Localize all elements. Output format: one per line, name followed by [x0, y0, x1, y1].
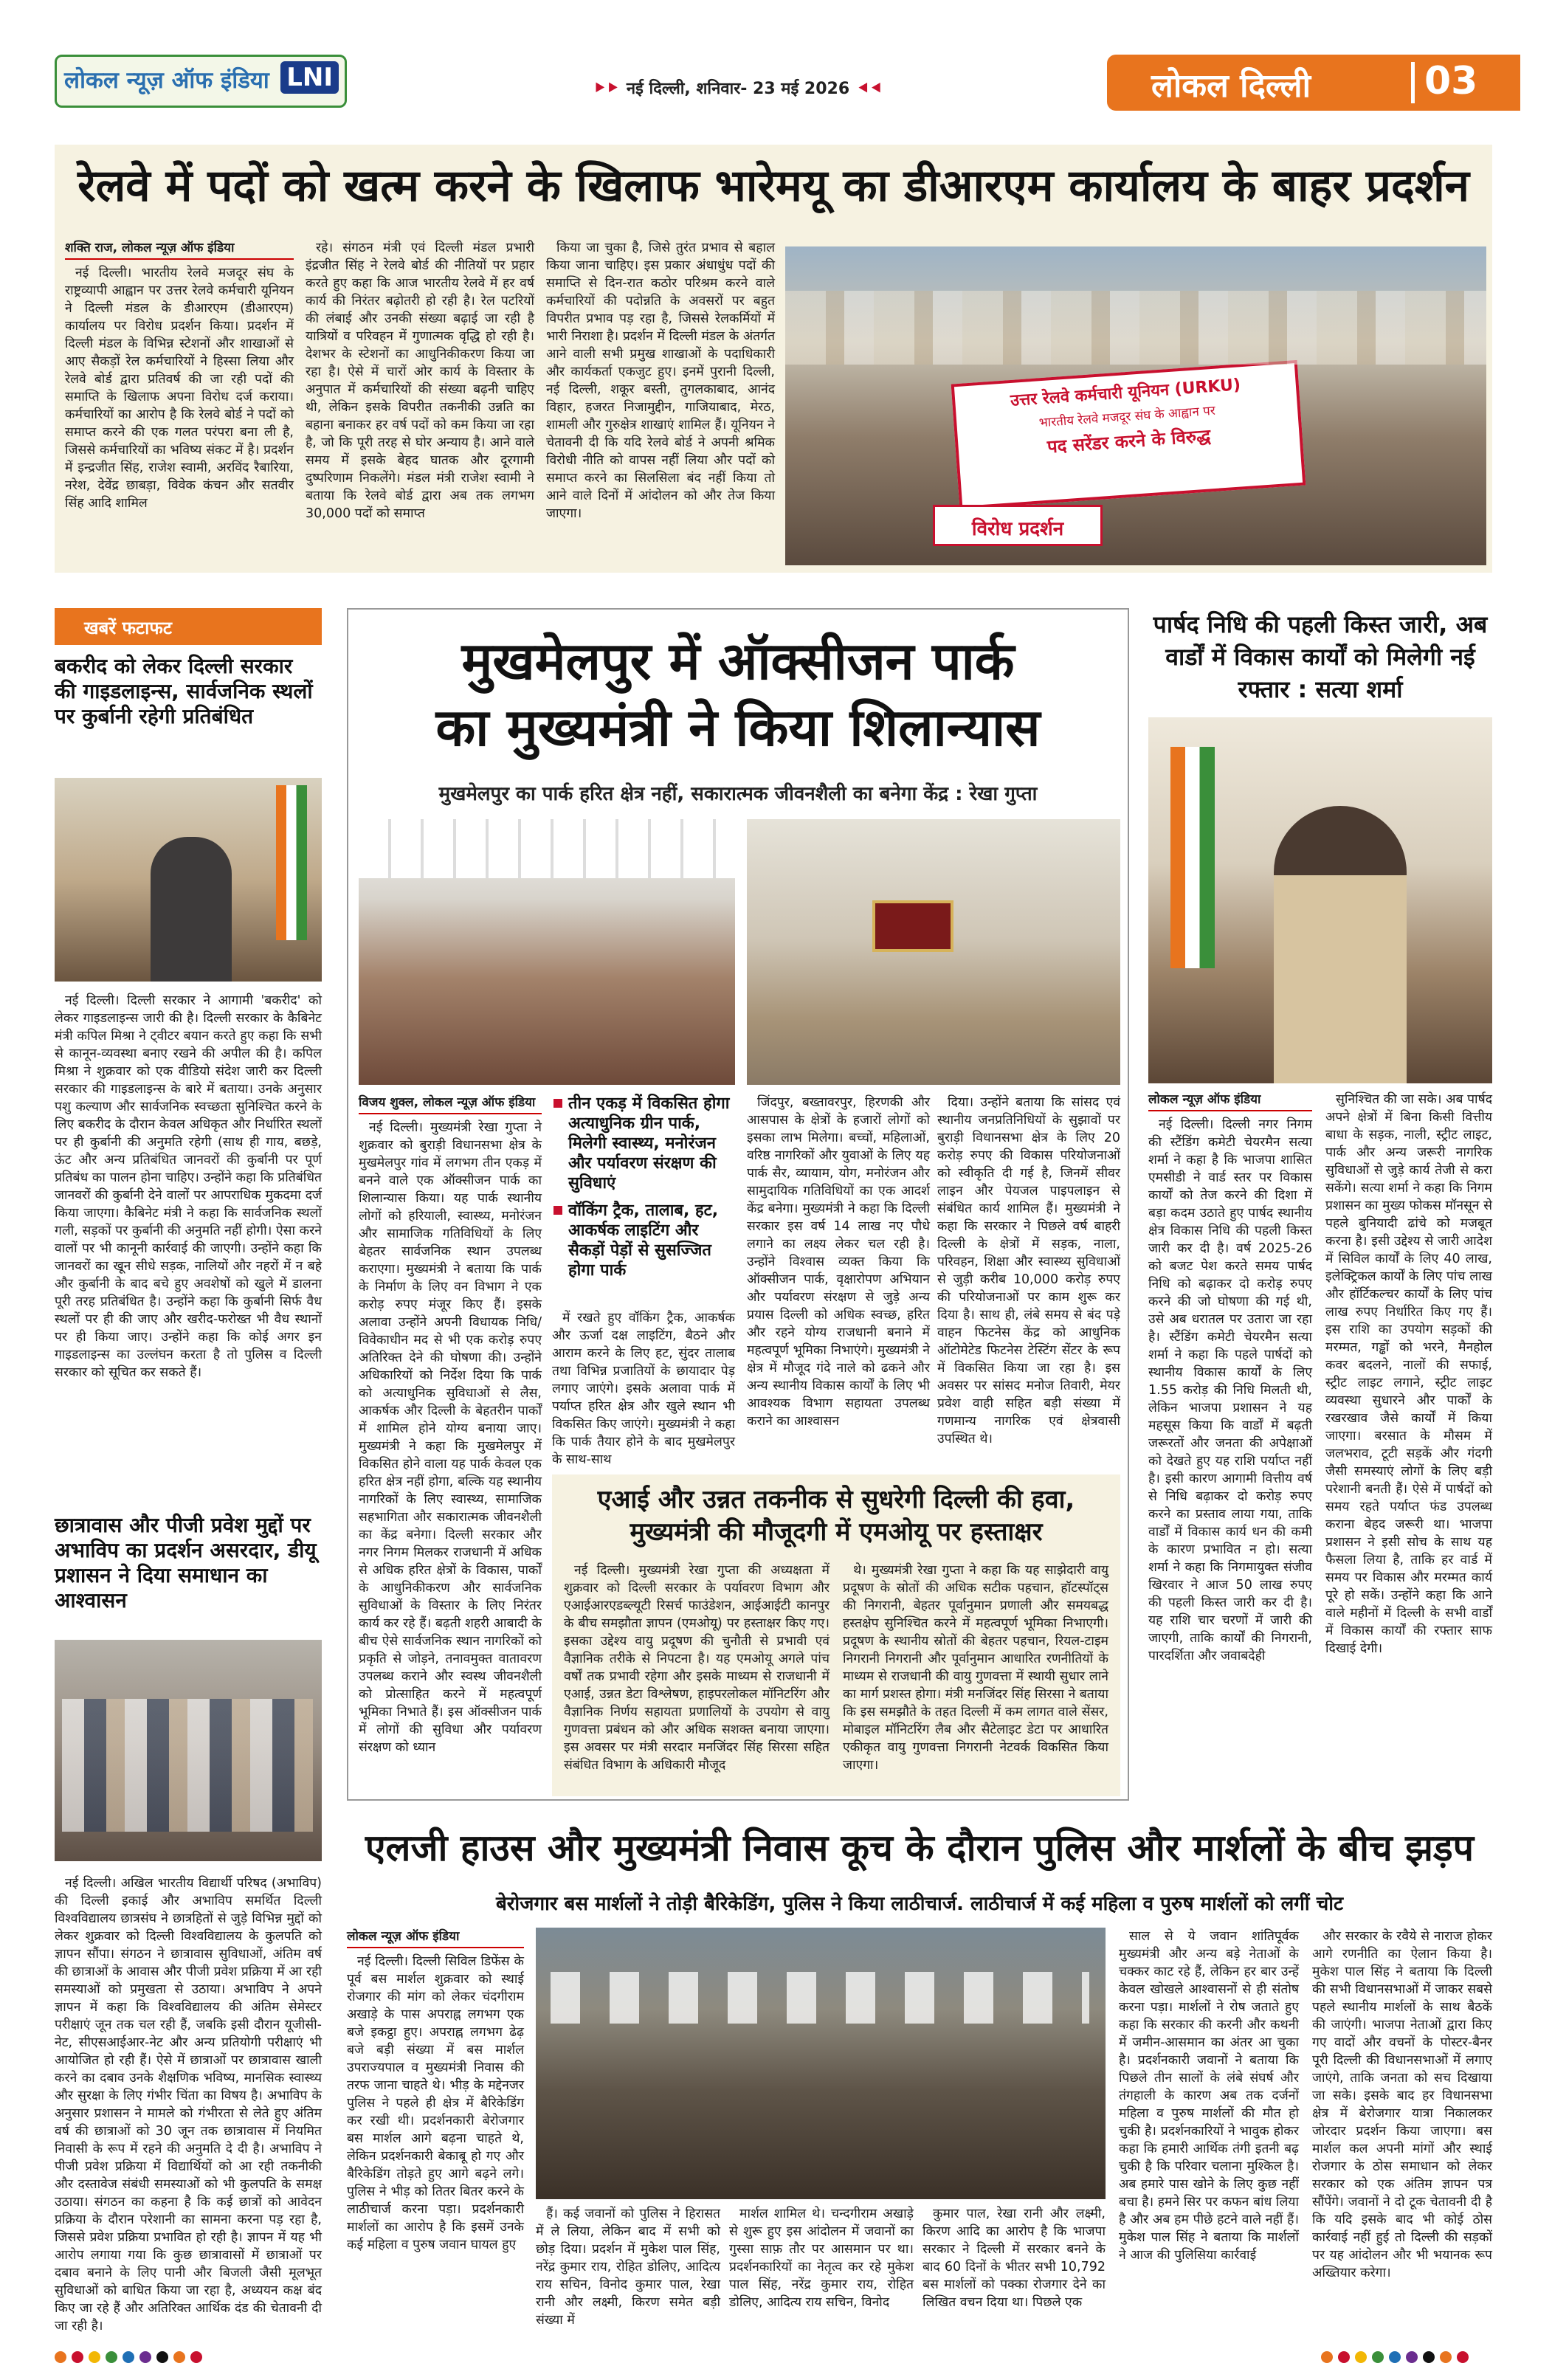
lead-col-1: शक्ति राज, लोकल न्यूज़ ऑफ इंडिया नई दिल्ली। भारतीय रेलवे मजदूर संघ के राष्ट्रव्यापी आह्वान पर उत्तर रेलवे कर्मचारी यूनियन ने दिल्ली मंडल के डीआरएम (डीआरएम) कार्यालय पर विरोध प्रदर्शन किया। प्रदर्शन में दिल्ली मंडल के विभिन्न स्टेशनों और शाखाओं से आए सैकड़ों रेल कर्मचारियों ने हिस्सा लिया और रेलवे बोर्ड द्वारा प्रतिवर्ष की जा रही पदों की समाप्ति के खिलाफ अपना विरोध दर्ज कराया। कर्मचारियों का आरोप है कि रेलवे बोर्ड ने पदों को समाप्त करने की एक गलत परंपरा बना ली है, जिससे कर्मचारियों का भविष्य संकट में है। प्रदर्शन में इन्द्रजीत सिंह, राजेश स्वामी, अरविंद रैबारिया, नरेश, देवेंद्र छाबड़ा, विवेक कंचन और सतवीर सिंह आदि शामिल	[65, 241, 294, 511]
person	[151, 837, 232, 982]
councillor-headline: पार्षद निधि की पहली किस्त जारी, अब वार्डों में विकास कार्यों को मिलेगी नई रफ्तार : सत्या शर्मा	[1153, 610, 1488, 703]
color-dot	[1389, 2351, 1401, 2363]
oxygen-bullets	[552, 1094, 735, 1300]
ai-story	[552, 1474, 1120, 1796]
story1-headline: बकरीद को लेकर दिल्ली सरकार की गाइडलाइन्स, सार्वजनिक स्थलों पर कुर्बानी रहेगी प्रतिबंधित	[55, 654, 313, 728]
oxygen-col-2: में रखते हुए वॉकिंग ट्रैक, आकर्षक और ऊर्जा दक्ष लाइटिंग, बैठने और आराम करने के लिए हट, सुंदर तालाब तथा विभिन्न प्रजातियों के छायादार पेड़ लगाए जाएंगे। इसके अलावा पार्क में पर्याप्त हरित क्षेत्र और खुले स्थान भी विकसित किए जाएंगे। मुख्यमंत्री ने कहा कि पार्क तैयार होने के बाद मुखमेलपुर के साथ-साथ	[552, 1311, 735, 1467]
arrow-left-icon: ⯇⯇	[857, 80, 883, 98]
ai-col-2: थे। मुख्यमंत्री रेखा गुप्ता ने कहा कि यह साझेदारी वायु प्रदूषण के स्रोतों की अधिक सटीक पहचान, हॉटस्पॉट्स की निगरानी, बेहतर पूर्वानुमान प्रणाली और समयबद्ध हस्तक्षेप सुनिश्चित करने में महत्वपूर्ण भूमिका निभाएगी। प्रदूषण के स्थानीय स्रोतों की बेहतर पहचान, रियल-टाइम निगरानी निगरानी और पूर्वानुमान आधारित रणनीतियों के माध्यम से राजधानी की वायु गुणवत्ता में स्थायी सुधार लाने का मार्ग प्रशस्त होगा। मंत्री मनजिंदर सिंह सिरसा ने बताया कि इस समझौते के तहत दिल्ली में कम लागत वाले सेंसर, मोबाइल मॉनिटरिंग लैब और सैटेलाइट डेटा पर आधारित एकीकृत वायु गुणवत्ता निगरानी नेटवर्क विकसित किया जाएगा।	[843, 1563, 1108, 1773]
color-dot	[156, 2351, 168, 2363]
color-dot	[1457, 2351, 1469, 2363]
banner-2: विरोध प्रदर्शन	[933, 505, 1103, 546]
color-dot	[1355, 2351, 1367, 2363]
bullet-1: तीन एकड़ में विकसित होगा अत्याधुनिक ग्रीन पार्क, मिलेगी स्वास्थ्य, मनोरंजन और पर्यावरण संरक्षण की सुविधाएं	[552, 1094, 735, 1193]
placards	[551, 1972, 1089, 2024]
color-dot	[1338, 2351, 1350, 2363]
section-tab	[1107, 55, 1520, 111]
lg-col-1: लोकल न्यूज़ ऑफ इंडिया नई दिल्ली। दिल्ली सिविल डिफेंस के पूर्व बस मार्शल शुक्रवार को स्थाई रोजगार की मांग को लेकर चंदगीराम अखाड़े के पास अपराह्न लगभग एक बजे इकट्ठा हुए। अपराह्न लगभग ढेढ़ बजे बड़ी संख्या में बस मार्शल उपराज्यपाल व मुख्यमंत्री निवास की तरफ जाना चाहते थे। भीड़ के मद्देनजर पुलिस ने पहले ही क्षेत्र में बैरिकेडिंग कर रखी थी। प्रदर्शनकारी बेरोजगार बस मार्शल आगे बढ़ना चाहते थे, लेकिन प्रदर्शनकारी बेकाबू हो गए और बैरिकेडिंग तोड़ते हुए आगे बढ़ने लगे। पुलिस ने भीड़ को तितर बितर करने के लाठीचार्ज करना पड़ा। प्रदर्शनकारी मार्शलों का आरोप है कि इसमें उनके कई महिला व पुरुष जवान घायल हुए	[347, 1929, 524, 2252]
lg-headline: एलजी हाउस और मुख्यमंत्री निवास कूच के दौरान पुलिस और मार्शलों के बीच झड़प	[365, 1827, 1475, 1869]
color-dot	[1440, 2351, 1452, 2363]
color-dot	[190, 2351, 202, 2363]
ai-col-1: नई दिल्ली। मुख्यमंत्री रेखा गुप्ता की अध्यक्षता में शुक्रवार को दिल्ली सरकार के पर्यावरण विभाग और एआईआरएडब्ल्यूटी रिसर्च फाउंडेशन, आईआईटी कानपुर के बीच समझौता ज्ञापन (एमओयू) पर हस्ताक्षर किए गए। इसका उद्देश्य वायु प्रदूषण की चुनौती से प्रभावी एवं वैज्ञानिक तरीके से निपटना है। यह एमओयू अगले पांच वर्षों तक प्रभावी रहेगा और इसके माध्यम से राजधानी में एआई, उन्नत डेटा विश्लेषण, हाइपरलोकल मॉनिटरिंग और वैज्ञानिक निर्णय सहायता प्रणालियों के उपयोग से वायु गुणवत्ता प्रबंधन को और अधिक सशक्त बनाया जाएगा। इस अवसर पर मंत्री सरदार मनजिंदर सिंह सिरसा सहित संबंधित विभाग के अधिकारी मौजूद	[564, 1563, 830, 1773]
lead-col-2: रहे। संगठन मंत्री एवं दिल्ली मंडल प्रभारी इंद्रजीत सिंह ने रेलवे बोर्ड की नीतियों पर प्रहार करते हुए कहा कि आज भारतीय रेलवे में हर वर्ष कार्य की निरंतर बढ़ोतरी हो रही है। रेल पटरियों की लंबाई और उनकी संख्या बढ़ाई जा रही है यात्रियों व परिवहन में गुणात्मक वृद्धि हो रही है। देशभर के स्टेशनों का आधुनिकीकरण किया जा रहा है। ऐसे में चारों ओर कार्य के विस्तार के अनुपात में कर्मचारियों की संख्या बढ़नी चाहिए थी, लेकिन इसके विपरीत तकनीकी उन्नति का बहाना बनाकर हर वर्ष पदों को कम किया जा रहा है, जो कि पूरी तरह से घोर अन्याय है। आने वाले समय में इसके बेहद घातक और दूरगामी दुष्परिणाम निकलेंगे। मंडल मंत्री राजेश स्वामी ने बताया कि रेलवे बोर्ड द्वारा अब तक लगभग 30,000 पदों को समाप्त	[306, 241, 534, 521]
lg-col-2: हैं। कई जवानों को पुलिस ने हिरासत में ले लिया, लेकिन बाद में सभी को छोड़ दिया। प्रदर्शन में मुकेश पाल सिंह, नरेंद्र कुमार राय, रोहित डोलिए, आदित्य राय सचिन, विनोद कुमार पाल, रेखा रानी और लक्ष्मी, किरण समेत बड़ी संख्या में	[536, 2207, 720, 2328]
councillor-col-1: लोकल न्यूज़ ऑफ इंडिया नई दिल्ली। दिल्ली नगर निगम की स्टैंडिंग कमेटी चेयरमैन सत्या शर्मा ने कहा है कि भाजपा शासित एमसीडी ने वार्ड स्तर पर विकास कार्यों को तेज करने की दिशा में बड़ा कदम उठाते हुए पार्षद स्थानीय क्षेत्र विकास निधि की पहली किस्त जारी कर दी है। वर्ष 2025-26 को बजट पेश करते समय पार्षद निधि को बढ़ाकर दो करोड़ रुपए करने की जो घोषणा की गई थी, उसे अब धरातल पर उतारा जा रहा है। स्टैंडिंग कमेटी चेयरमैन सत्या शर्मा ने कहा कि पहले पार्षदों को स्थानीय विकास कार्यों के लिए 1.55 करोड़ की निधि मिलती थी, लेकिन भाजपा प्रशासन ने यह महसूस किया कि वार्डों में बढ़ती जरूरतों और जनता की अपेक्षाओं को देखते हुए यह राशि पर्याप्त नहीं है। इसी कारण आगामी वित्तीय वर्ष से निधि बढ़ाकर दो करोड़ रुपए करने का प्रस्ताव लाया गया, ताकि वार्डों में विकास कार्य धन की कमी के कारण प्रभावित न हो। सत्या शर्मा ने कहा कि निगमायुक्त संजीव खिरवार ने आज 50 लाख रुपए की पहली किस्त जारी कर दी है। यह राशि चार चरणों में जारी की जाएगी, ताकि कार्यों की निगरानी, पारदर्शिता और जवाबदेही	[1148, 1092, 1312, 1663]
oxygen-col-3: जिंदपुर, बख्तावरपुर, हिरणकी और आसपास के क्षेत्रों के हजारों लोगों को इसका लाभ मिलेगा। बच्चों, महिलाओं, वरिष्ठ नागरिकों और युवाओं के लिए यह पार्क सैर, व्यायाम, योग, मनोरंजन और सामुदायिक गतिविधियों का एक आदर्श केंद्र बनेगा। मुख्यमंत्री ने कहा कि दिल्ली सरकार इस वर्ष 14 लाख नए पौधे लगाने का लक्ष्य लेकर चल रही है। उन्होंने विश्वास व्यक्त किया कि ऑक्सीजन पार्क, वृक्षारोपण अभियान और पर्यावरण संरक्षण से जुड़े अन्य प्रयास दिल्ली को अधिक स्वच्छ, हरित और रहने योग्य राजधानी बनाने में महत्वपूर्ण भूमिका निभाएंगे। मुख्यमंत्री ने क्षेत्र में मौजूद गंदे नाले को ढकने और अन्य स्थानीय विकास कार्यों के लिए भी आवश्यक विभाग सहायता उपलब्ध कराने का आश्वासन	[747, 1095, 930, 1429]
oxygen-col-1: विजय शुक्ल, लोकल न्यूज़ ऑफ इंडिया नई दिल्ली। मुख्यमंत्री रेखा गुप्ता ने शुक्रवार को बुराड़ी विधानसभा क्षेत्र के मुखमेलपुर गांव में लगभग तीन एकड़ में बनने वाले एक ऑक्सीजन पार्क का शिलान्यास किया। यह पार्क स्थानीय लोगों को हरियाली, स्वास्थ्य, मनोरंजन और सामाजिक गतिविधियों के लिए बेहतर सार्वजनिक स्थान उपलब्ध कराएगा। मुख्यमंत्री ने बताया कि पार्क के निर्माण के लिए वन विभाग ने एक करोड़ रुपए मंजूर किए हैं। इसके अलावा उन्होंने अपनी विधायक निधि/विवेकाधीन मद से भी एक करोड़ रुपए अतिरिक्त देने की घोषणा की। उन्होंने अधिकारियों को निर्देश दिया कि पार्क को अत्याधुनिक सुविधाओं से लैस, आकर्षक और दिल्ली के बेहतरीन पार्कों में शामिल होने योग्य बनाया जाए। मुख्यमंत्री ने कहा कि मुखमेलपुर में विकसित होने वाला यह पार्क केवल एक हरित क्षेत्र नहीं होगा, बल्कि यह स्थानीय नागरिकों के लिए स्वास्थ्य, सामाजिक सहभागिता और सकारात्मक जीवनशैली का केंद्र बनेगा। दिल्ली सरकार और नगर निगम मिलकर राजधानी में अधिक से अधिक हरित क्षेत्रों के विकास, पार्कों के आधुनिकीकरण और सार्वजनिक सुविधाओं के विस्तार के लिए निरंतर कार्य कर रहे हैं। बढ़ती शहरी आबादी के बीच ऐसे सार्वजनिक स्थान नागरिकों को प्रकृति से जोड़ने, तनावमुक्त वातावरण उपलब्ध कराने और स्वस्थ जीवनशैली को प्रोत्साहित करने में महत्वपूर्ण भूमिका निभाते हैं। इस ऑक्सीजन पार्क में लोगों की सुविधा और पर्यावरण संरक्षण को ध्यान	[359, 1095, 542, 1755]
color-dot	[139, 2351, 151, 2363]
plaque	[872, 900, 953, 952]
flag	[1170, 747, 1215, 968]
color-dot	[89, 2351, 100, 2363]
lead-headline: रेलवे में पदों को खत्म करने के खिलाफ भारेमयू का डीआरएम कार्यालय के बाहर प्रदर्शन	[77, 160, 1469, 212]
color-dot	[1372, 2351, 1384, 2363]
lead-story	[55, 145, 1492, 573]
lg-col-6: और सरकार के रवैये से नाराज होकर आगे रणनीति का ऐलान किया है। मुकेश पाल सिंह ने बताया कि दिल्ली की सभी विधानसभाओं में जाकर सबसे पहले स्थानीय मार्शलों के साथ बैठकें की जाएंगी। भाजपा नेताओं द्वारा किए गए वादों और वचनों के पोस्टर-बैनर पूरी दिल्ली की विधानसभाओं में लगाए जाएंगे, ताकि जनता को सच दिखाया जा सके। इसके बाद हर विधानसभा क्षेत्र में बेरोजगार यात्रा निकालकर जोरदार प्रदर्शन किया जाएगा। बस मार्शल कल अपनी मांगों और स्थाई रोजगार के ठोस समाधान को लेकर सरकार को एक अंतिम ज्ञापन पत्र सौंपेंगे। जवानों ने दो टूक चेतावनी दी है कि यदि इसके बाद भी कोई ठोस कार्रवाई नहीं हुई तो दिल्ली की सड़कों पर यह आंदोलन और भी भयानक रूप अख्तियार करेगा।	[1312, 1929, 1492, 2280]
logo	[55, 55, 347, 108]
lg-subhead: बेरोजगार बस मार्शलों ने तोड़ी बैरिकेडिंग, पुलिस ने किया लाठीचार्ज. लाठीचार्ज में कई महिला व पुरुष मार्शलों को लगीं चोट	[495, 1893, 1344, 1915]
oxygen-subhead: मुखमेलपुर का पार्क हरित क्षेत्र नहीं, सकारात्मक जीवनशैली का बनेगा केंद्र : रेखा गुप्ता	[438, 783, 1038, 805]
color-dot	[1423, 2351, 1435, 2363]
color-dot	[1406, 2351, 1418, 2363]
oxygen-story	[347, 608, 1129, 1801]
flag	[276, 785, 307, 940]
lg-col-3: मार्शल शामिल थे। चन्दगीराम अखाड़े से शुरू हुए इस आंदोलन में जवानों का गुस्सा साफ़ तौर पर आसमान पर था। प्रदर्शनकारियों का नेतृत्व कर रहे मुकेश पाल सिंह, नरेंद्र कुमार राय, रोहित डोलिए, आदित्य राय सचिन, विनोद	[729, 2207, 914, 2310]
marshals-photo	[536, 1928, 1106, 2199]
story1-body: नई दिल्ली। दिल्ली सरकार ने आगामी 'बकरीद' को लेकर गाइडलाइन्स जारी की है। दिल्ली सरकार के कैबिनेट मंत्री कपिल मिश्रा ने ट्वीटर बयान करते हुए कहा कि सभी से कानून-व्यवस्था बनाए रखने की अपील की है। कपिल मिश्रा ने शुक्रवार को एक वीडियो संदेश जारी कर दिल्ली सरकार की गाइडलाइन्स के बारे में बताया। उनके अनुसार पशु कल्याण और सार्वजनिक स्वच्छता सुनिश्चित करने के लिए बकरीद के दौरान केवल अधिकृत और निर्धारित स्थलों पर ही कुर्बानी की अनुमति रहेगी (साथ ही गाय, बछड़े, ऊंट और अन्य प्रतिबंधित जानवरों की कुर्बानी पर पूर्ण प्रतिबंध का पालन होना चाहिए। उन्होंने कहा कि प्रतिबंधित जानवरों की कुर्बानी देने वालों पर आपराधिक मुकदमा दर्ज किया जाएगा। कैबिनेट मंत्री ने कहा कि सार्वजनिक स्थलों गली, सड़कों पर कुर्बानी की अनुमति नहीं होगी। ऐसा करने वालों पर भी कानूनी कार्रवाई की जाएगी। उन्होंने कहा कि जानवरों का खून सीधे सड़क, नालियों और नहरों में न बहे और कुर्बानी के बाद बचे हुए अवशेषों को खुले में डालना पूरी तरह प्रतिबंधित है। उन्होंने कहा कि कुर्बानी सिर्फ वैध स्थलों पर ही की जाए और खरीद-फरोख्त भी वैध स्थानों पर ही किया जाए। उन्होंने कहा कि कोई अगर इन गाइडलाइन्स का उल्लंघन करता है तो पुलिस व दिल्ली सरकार को सूचित कर सकते हैं।	[55, 993, 322, 1380]
color-dot	[72, 2351, 83, 2363]
bullet-2: वॉकिंग ट्रैक, तालाब, हट, आकर्षक लाइटिंग और सैकड़ों पेड़ों से सुसज्जित होगा पार्क	[552, 1201, 735, 1280]
park-photo-2	[747, 819, 1120, 1085]
logo-badge: LNI	[280, 61, 339, 94]
oxygen-byline: विजय शुक्ल, लोकल न्यूज़ ऑफ इंडिया	[359, 1094, 542, 1114]
color-dot	[123, 2351, 134, 2363]
lead-col-3: किया जा चुका है, जिसे तुरंत प्रभाव से बहाल किया जाना चाहिए। इस प्रकार अंधाधुंध पदों की समाप्ति से दिन-रात कठोर परिश्रम करने वाले कर्मचारियों की पदोन्नति के अवसरों पर बहुत विपरीत प्रभाव पड़ रहा है, जिससे रेलकर्मियों में भारी निराशा है। प्रदर्शन में दिल्ली मंडल के अंतर्गत आने वाली सभी प्रमुख शाखाओं के पदाधिकारी और कार्यकर्ता एकजुट हुए। इनमें पुरानी दिल्ली, नई दिल्ली, शकूर बस्ती, तुगलकाबाद, आनंद विहार, हजरत निजामुद्दीन, गाजियाबाद, मेरठ, शामली और गुरुक्षेत्र शाखाएं शामिल हैं। यूनियन ने चेतावनी दी कि यदि रेलवे बोर्ड ने अपनी श्रमिक विरोधी नीति को वापस नहीं लिया और पदों को समाप्त करने का सिलसिला बंद नहीं किया तो आने वाले दिनों में आंदोलन को और तेज किया जाएगा।	[546, 241, 775, 521]
lg-col-5: साल से ये जवान शांतिपूर्वक मुख्यमंत्री और अन्य बड़े नेताओं के चक्कर काट रहे हैं, लेकिन हर बार उन्हें केवल खोखले आश्वासनों से ही संतोष करना पड़ा। मार्शलों ने रोष जताते हुए कहा कि सरकार की करनी और कथनी में जमीन-आसमान का अंतर आ चुका है। प्रदर्शनकारी जवानों ने बताया कि पिछले तीन सालों के लंबे संघर्ष और तंगहाली के कारण अब तक दर्जनों महिला व पुरुष मार्शलों की मौत हो चुकी है। प्रदर्शनकारियों ने भावुक होकर कहा कि हमारी आर्थिक तंगी इतनी बढ़ चुकी है कि परिवार चलाना मुश्किल है। अब हमारे पास खोने के लिए कुछ नहीं बचा है। हमने सिर पर कफन बांध लिया है और अब हम पीछे हटने वाले नहीं हैं। मुकेश पाल सिंह ने बताया कि मार्शलों ने आज की पुलिसिया कार्रवाई	[1119, 1929, 1299, 2263]
section-title: लोकल दिल्ली	[1151, 67, 1311, 105]
arrow-right-icon: ⯈⯈	[593, 80, 619, 98]
people-row	[62, 1699, 313, 1832]
councillor-byline: लोकल न्यूज़ ऑफ इंडिया	[1148, 1091, 1312, 1111]
lead-byline: शक्ति राज, लोकल न्यूज़ ऑफ इंडिया	[65, 239, 294, 260]
page-number: 03	[1424, 59, 1478, 103]
lg-byline: लोकल न्यूज़ ऑफ इंडिया	[347, 1928, 524, 1948]
banner	[951, 360, 1306, 509]
story2-headline: छात्रावास और पीजी प्रवेश मुद्दों पर अभाविप का प्रदर्शन असरदार, डीयू प्रशासन ने दिया समाधान का आश्वासन	[55, 1513, 317, 1612]
color-dot	[173, 2351, 185, 2363]
oxygen-col-4: दिया। उन्होंने बताया कि सांसद एवं स्थानीय जनप्रतिनिधियों के सुझावों पर बुराड़ी विधानसभा क्षेत्र के लिए 20 करोड़ रुपए की विकास परियोजनाओं को स्वीकृति दी गई है, जिनमें सीवर लाइन और पेयजल पाइपलाइन से संबंधित कार्य शामिल हैं। मुख्यमंत्री ने कहा कि सरकार ने पिछले वर्ष बाहरी दिल्ली के क्षेत्रों में सड़क, नाला, परिवहन, शिक्षा और स्वास्थ्य सुविधाओं से जुड़ी करीब 10,000 करोड़ रुपए की परियोजनाओं पर काम शुरू कर दिया है। साथ ही, लंबे समय से बंद पड़े वाहन फिटनेस केंद्र को आधुनिक ऑटोमेटेड फिटनेस टेस्टिंग सेंटर के रूप में विकसित किया जा रहा है। इस अवसर पर सांसद मनोज तिवारी, मेयर प्रवेश वाही सहित बड़ी संख्या में गणमान्य नागरिक एवं क्षेत्रवासी उपस्थित थे।	[937, 1095, 1120, 1446]
councillor-col-2: सुनिश्चित की जा सके। अब पार्षद अपने क्षेत्रों में बिना किसी वित्तीय बाधा के सड़क, नाली, स्ट्रीट लाइट, पार्क और अन्य जरूरी नागरिक सुविधाओं से जुड़े कार्य तेजी से करा सकेंगे। सत्या शर्मा ने कहा कि निगम प्रशासन का मुख्य फोकस मॉनसून से पहले बुनियादी ढांचे को मजबूत करना है। इसी उद्देश्य से जारी आदेश में सिविल कार्यों के लिए 40 लाख, इलेक्ट्रिकल कार्यों के लिए पांच लाख और हॉर्टिकल्चर कार्यों के लिए पांच लाख रुपए निर्धारित किए गए हैं। इस राशि का उपयोग सड़कों की मरम्मत, गड्ढों को भरने, मैनहोल कवर बदलने, नालों की सफाई, स्ट्रीट लाइट लगाने, स्ट्रीट लाइट व्यवस्था सुधारने और पार्कों के रखरखाव जैसे कार्यों में किया जाएगा। बरसात के मौसम में जलभराव, टूटी सड़कें और गंदगी जैसी समस्याएं लोगों के लिए बड़ी परेशानी बनती हैं। ऐसे में पार्षदों को समय रहते पर्याप्त फंड उपलब्ध कराना बेहद जरूरी था। भाजपा प्रशासन ने इसी सोच के साथ यह फैसला लिया है, ताकि हर वार्ड में समय पर विकास और मरम्मत कार्य पूरे हो सकें। उन्होंने कहा कि आने वाले महीनों में दिल्ली के सभी वार्डों में विकास कार्यों की रफ्तार साफ दिखाई देगी।	[1325, 1092, 1492, 1656]
tent	[359, 819, 735, 878]
banner-line-2: भारतीय रेलवे मजदूर संघ के आह्वान पर	[1038, 403, 1216, 431]
banner-line-3: पद सरेंडर करने के विरुद्ध	[1046, 425, 1212, 458]
minister-photo	[55, 778, 322, 982]
footer-dots-left	[55, 2351, 207, 2366]
oxygen-headline-1: मुखमेलपुर में ऑक्सीजन पार्क	[461, 631, 1015, 691]
logo-text: लोकल न्यूज़ ऑफ इंडिया	[64, 67, 269, 94]
banner-line-1: उत्तर रेलवे कर्मचारी यूनियन (URKU)	[1010, 376, 1241, 411]
story2-body: नई दिल्ली। अखिल भारतीय विद्यार्थी परिषद (अभाविप) की दिल्ली इकाई और अभाविप समर्थित दिल्ली विश्वविद्यालय छात्रसंघ ने छात्रहितों से जुड़े विभिन्न मुद्दों को लेकर शुक्रवार को दिल्ली विश्वविद्यालय के कुलपति को ज्ञापन सौंपा। संगठन ने छात्रावास सुविधाओं, अंतिम वर्ष की छात्राओं के आवास और पीजी प्रवेश प्रक्रिया में आ रही समस्याओं को प्रमुखता से उठाया। अभाविप ने अपने ज्ञापन में कहा कि विश्वविद्यालय की अंतिम सेमेस्टर परीक्षाएं जून तक चल रही हैं, जबकि इसी दौरान यूजीसी-नेट, सीएसआईआर-नेट और अन्य प्रतियोगी परीक्षाएं भी आयोजित हो रही हैं। ऐसे में छात्राओं पर छात्रावास खाली करने का दबाव उनके शैक्षणिक भविष्य, मानसिक स्वास्थ्य और सुरक्षा के लिए गंभीर चिंता का विषय है। अभाविप के अनुसार प्रशासन ने मामले को गंभीरता से लेते हुए अंतिम वर्ष की छात्राओं को 30 जून तक छात्रावास में नियमित निवासी के रूप में रहने की अनुमति दे दी है। अभाविप ने पीजी प्रवेश प्रक्रिया में विद्यार्थियों को आ रही तकनीकी और दस्तावेज संबंधी समस्याओं को भी कुलपति के समक्ष उठाया। संगठन का कहना है कि कई छात्रों को आवेदन प्रक्रिया के दौरान परेशानी का सामना करना पड़ रहा है, जिससे प्रवेश प्रक्रिया प्रभावित हो रही है। ज्ञापन में यह भी आरोप लगाया गया कि कुछ छात्रावासों में छात्राओं पर दबाव बनाने के लिए पानी और बिजली जैसी मूलभूत सुविधाओं को बाधित किया जा रहा है, अध्ययन कक्ष बंद किए जा रहे हैं और अतिरिक्त आर्थिक दंड की चेतावनी दी जा रही है।	[55, 1876, 322, 2334]
satya-sharma-photo	[1148, 717, 1492, 1083]
person	[1274, 806, 1407, 1083]
color-dot	[1321, 2351, 1333, 2363]
crowd	[785, 291, 1486, 365]
divider	[1411, 62, 1415, 103]
lg-story	[347, 1827, 1492, 2328]
councillor-story	[1148, 608, 1492, 1801]
color-dot	[106, 2351, 117, 2363]
footer-dots-right	[1321, 2351, 1474, 2366]
oxygen-headline-2: का मुख्यमंत्री ने किया शिलान्यास	[435, 697, 1041, 758]
sidebar-label: खबरें फटाफट	[55, 608, 322, 645]
ai-headline: एआई और उन्नत तकनीक से सुधरेगी दिल्ली की हवा, मुख्यमंत्री की मौजूदगी में एमओयू पर हस्ताक्षर	[597, 1485, 1075, 1547]
lg-col-4: कुमार पाल, रेखा रानी और लक्ष्मी, किरण आदि का आरोप है कि भाजपा सरकार ने दिल्ली में सरकार बनने के बाद 60 दिनों के भीतर सभी 10,792 बस मार्शलों को पक्का रोजगार देने का लिखित वचन दिया था। पिछले एक	[922, 2207, 1106, 2310]
color-dot	[55, 2351, 66, 2363]
protest-photo	[785, 246, 1486, 565]
park-photo-1	[359, 819, 735, 1085]
sidebar	[55, 608, 322, 2334]
dateline: ⯈⯈ नई दिल्ली, शनिवार- 23 मई 2026 ⯇⯇	[593, 80, 883, 98]
abvp-photo	[55, 1640, 322, 1861]
masthead	[0, 0, 1552, 140]
